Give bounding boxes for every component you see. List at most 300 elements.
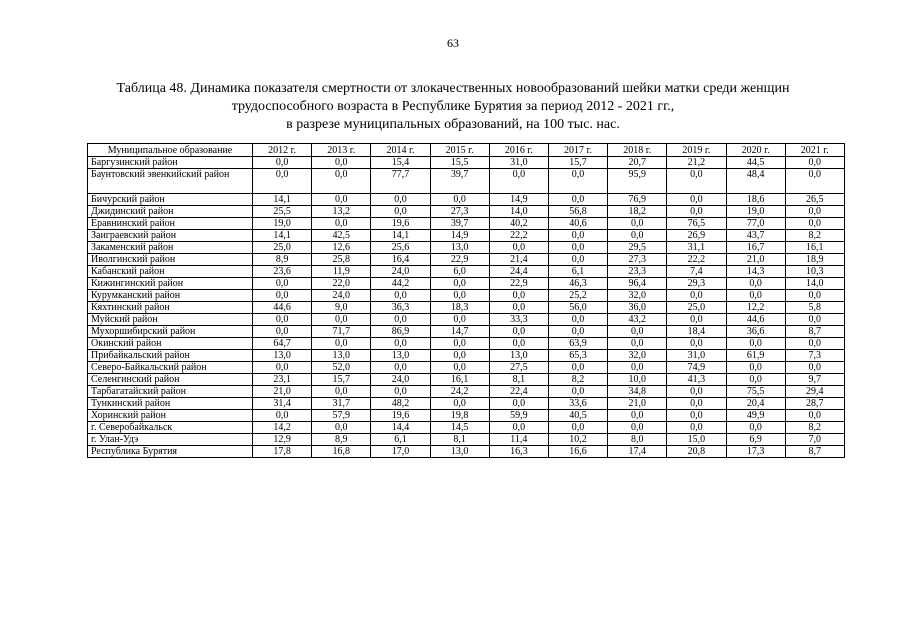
rate-cell: 0,0 — [667, 410, 726, 422]
table-row — [88, 350, 845, 362]
rate-cell: 52,0 — [312, 362, 371, 374]
rate-cell: 24,0 — [371, 266, 430, 278]
rate-cell: 44,5 — [726, 157, 785, 169]
rate-cell: 40,2 — [489, 218, 548, 230]
rate-cell: 0,0 — [430, 194, 489, 206]
rate-cell: 32,0 — [608, 290, 667, 302]
rate-cell: 16,1 — [430, 374, 489, 386]
rate-cell: 0,0 — [785, 338, 844, 350]
table-row — [88, 230, 845, 242]
rate-cell: 48,4 — [726, 169, 785, 194]
rate-cell: 0,0 — [371, 386, 430, 398]
rate-cell: 19,8 — [430, 410, 489, 422]
municipality-name: Иволгинский район — [88, 254, 253, 266]
rate-cell: 6,1 — [371, 434, 430, 446]
municipality-name: Тункинский район — [88, 398, 253, 410]
rate-cell: 59,9 — [489, 410, 548, 422]
rate-cell: 0,0 — [253, 290, 312, 302]
rate-cell: 8,1 — [489, 374, 548, 386]
caption-line-3: в разрезе муниципальных образований, на 100 тыс. нас. — [286, 117, 620, 132]
rate-cell: 24,4 — [489, 266, 548, 278]
rate-cell: 14,1 — [253, 230, 312, 242]
rate-cell: 23,1 — [253, 374, 312, 386]
rate-cell: 33,6 — [548, 398, 607, 410]
rate-cell: 15,0 — [667, 434, 726, 446]
table-row — [88, 194, 845, 206]
municipality-name: Северо-Байкальский район — [88, 362, 253, 374]
rate-cell: 16,4 — [371, 254, 430, 266]
rate-cell: 25,5 — [253, 206, 312, 218]
rate-cell: 19,0 — [726, 206, 785, 218]
rate-cell: 9,7 — [785, 374, 844, 386]
rate-cell: 0,0 — [253, 278, 312, 290]
rate-cell: 0,0 — [430, 278, 489, 290]
rate-cell: 17,8 — [253, 446, 312, 458]
rate-cell: 7,3 — [785, 350, 844, 362]
header-year: 2016 г. — [489, 144, 548, 157]
municipality-name: Республика Бурятия — [88, 446, 253, 458]
rate-cell: 41,3 — [667, 374, 726, 386]
rate-cell: 23,3 — [608, 266, 667, 278]
rate-cell: 0,0 — [548, 362, 607, 374]
rate-cell: 20,4 — [726, 398, 785, 410]
municipality-name: Закаменский район — [88, 242, 253, 254]
rate-cell: 43,7 — [726, 230, 785, 242]
rate-cell: 13,0 — [430, 242, 489, 254]
municipality-name: Кижингинский район — [88, 278, 253, 290]
rate-cell: 6,9 — [726, 434, 785, 446]
table-row — [88, 157, 845, 169]
rate-cell: 22,4 — [489, 386, 548, 398]
rate-cell: 44,6 — [726, 314, 785, 326]
rate-cell: 33,3 — [489, 314, 548, 326]
rate-cell: 63,9 — [548, 338, 607, 350]
rate-cell: 15,5 — [430, 157, 489, 169]
rate-cell: 0,0 — [312, 218, 371, 230]
table-row — [88, 386, 845, 398]
table-row — [88, 218, 845, 230]
rate-cell: 0,0 — [489, 326, 548, 338]
table-row — [88, 362, 845, 374]
rate-cell: 0,0 — [667, 206, 726, 218]
rate-cell: 0,0 — [608, 230, 667, 242]
rate-cell: 8,9 — [312, 434, 371, 446]
municipality-name: Еравнинский район — [88, 218, 253, 230]
rate-cell: 25,6 — [371, 242, 430, 254]
municipality-name: Окинский район — [88, 338, 253, 350]
rate-cell: 16,1 — [785, 242, 844, 254]
rate-cell: 29,3 — [667, 278, 726, 290]
rate-cell: 13,0 — [312, 350, 371, 362]
rate-cell: 0,0 — [489, 169, 548, 194]
rate-cell: 36,3 — [371, 302, 430, 314]
rate-cell: 0,0 — [548, 422, 607, 434]
rate-cell: 0,0 — [312, 422, 371, 434]
rate-cell: 74,9 — [667, 362, 726, 374]
table-row — [88, 278, 845, 290]
rate-cell: 56,0 — [548, 302, 607, 314]
municipality-name: Курумканский район — [88, 290, 253, 302]
rate-cell: 18,9 — [785, 254, 844, 266]
rate-cell: 12,2 — [726, 302, 785, 314]
rate-cell: 0,0 — [726, 362, 785, 374]
rate-cell: 24,0 — [312, 290, 371, 302]
rate-cell: 21,2 — [667, 157, 726, 169]
municipality-name: Заиграевский район — [88, 230, 253, 242]
rate-cell: 0,0 — [785, 362, 844, 374]
rate-cell: 16,3 — [489, 446, 548, 458]
page-number: 63 — [447, 36, 459, 50]
rate-cell: 15,7 — [312, 374, 371, 386]
rate-cell: 31,4 — [253, 398, 312, 410]
rate-cell: 7,0 — [785, 434, 844, 446]
rate-cell: 14,9 — [489, 194, 548, 206]
rate-cell: 6,0 — [430, 266, 489, 278]
rate-cell: 0,0 — [785, 169, 844, 194]
rate-cell: 8,7 — [785, 326, 844, 338]
rate-cell: 18,6 — [726, 194, 785, 206]
header-year: 2021 г. — [785, 144, 844, 157]
rate-cell: 0,0 — [253, 314, 312, 326]
rate-cell: 32,0 — [608, 350, 667, 362]
rate-cell: 0,0 — [371, 362, 430, 374]
rate-cell: 8,2 — [785, 230, 844, 242]
rate-cell: 95,9 — [608, 169, 667, 194]
table-row — [88, 422, 845, 434]
rate-cell: 76,5 — [667, 218, 726, 230]
rate-cell: 0,0 — [785, 206, 844, 218]
rate-cell: 31,0 — [489, 157, 548, 169]
municipality-name: г. Северобайкальск — [88, 422, 253, 434]
rate-cell: 28,7 — [785, 398, 844, 410]
rate-cell: 0,0 — [726, 338, 785, 350]
rate-cell: 0,0 — [312, 169, 371, 194]
table-row — [88, 434, 845, 446]
municipality-name: Тарбагатайский район — [88, 386, 253, 398]
rate-cell: 22,9 — [430, 254, 489, 266]
rate-cell: 14,2 — [253, 422, 312, 434]
rate-cell: 25,0 — [667, 302, 726, 314]
rate-cell: 0,0 — [489, 290, 548, 302]
rate-cell: 0,0 — [667, 290, 726, 302]
rate-cell: 23,6 — [253, 266, 312, 278]
header-year: 2017 г. — [548, 144, 607, 157]
rate-cell: 0,0 — [608, 338, 667, 350]
rate-cell: 0,0 — [785, 218, 844, 230]
rate-cell: 0,0 — [371, 206, 430, 218]
rate-cell: 22,2 — [489, 230, 548, 242]
rate-cell: 8,1 — [430, 434, 489, 446]
municipality-name: Баргузинский район — [88, 157, 253, 169]
rate-cell: 13,0 — [371, 350, 430, 362]
rate-cell: 56,8 — [548, 206, 607, 218]
rate-cell: 14,0 — [785, 278, 844, 290]
rate-cell: 76,9 — [608, 194, 667, 206]
rate-cell: 31,1 — [667, 242, 726, 254]
rate-cell: 75,5 — [726, 386, 785, 398]
rate-cell: 0,0 — [667, 398, 726, 410]
rate-cell: 0,0 — [667, 169, 726, 194]
municipality-name: Селенгинский район — [88, 374, 253, 386]
rate-cell: 0,0 — [548, 169, 607, 194]
rate-cell: 19,0 — [253, 218, 312, 230]
rate-cell: 0,0 — [312, 338, 371, 350]
table-row — [88, 338, 845, 350]
rate-cell: 0,0 — [253, 326, 312, 338]
rate-cell: 14,1 — [253, 194, 312, 206]
rate-cell: 0,0 — [726, 374, 785, 386]
rate-cell: 64,7 — [253, 338, 312, 350]
rate-cell: 18,2 — [608, 206, 667, 218]
rate-cell: 0,0 — [430, 338, 489, 350]
table-row — [88, 374, 845, 386]
rate-cell: 36,6 — [726, 326, 785, 338]
rate-cell: 8,2 — [785, 422, 844, 434]
rate-cell: 24,0 — [371, 374, 430, 386]
rate-cell: 42,5 — [312, 230, 371, 242]
rate-cell: 0,0 — [608, 410, 667, 422]
header-year: 2012 г. — [253, 144, 312, 157]
rate-cell: 0,0 — [312, 386, 371, 398]
rate-cell: 0,0 — [548, 194, 607, 206]
rate-cell: 0,0 — [667, 194, 726, 206]
rate-cell: 0,0 — [312, 157, 371, 169]
table-row — [88, 254, 845, 266]
municipality-name: Мухоршибирский район — [88, 326, 253, 338]
rate-cell: 48,2 — [371, 398, 430, 410]
rate-cell: 24,2 — [430, 386, 489, 398]
rate-cell: 22,9 — [489, 278, 548, 290]
rate-cell: 0,0 — [430, 314, 489, 326]
rate-cell: 0,0 — [253, 362, 312, 374]
rate-cell: 8,7 — [785, 446, 844, 458]
header-year: 2015 г. — [430, 144, 489, 157]
header-year: 2014 г. — [371, 144, 430, 157]
rate-cell: 40,5 — [548, 410, 607, 422]
rate-cell: 19,6 — [371, 410, 430, 422]
rate-cell: 0,0 — [489, 422, 548, 434]
rate-cell: 0,0 — [371, 194, 430, 206]
rate-cell: 27,3 — [430, 206, 489, 218]
rate-cell: 13,2 — [312, 206, 371, 218]
rate-cell: 10,2 — [548, 434, 607, 446]
rate-cell: 22,2 — [667, 254, 726, 266]
rate-cell: 27,5 — [489, 362, 548, 374]
rate-cell: 44,2 — [371, 278, 430, 290]
rate-cell: 0,0 — [785, 410, 844, 422]
municipality-name: Джидинский район — [88, 206, 253, 218]
rate-cell: 57,9 — [312, 410, 371, 422]
rate-cell: 0,0 — [726, 290, 785, 302]
rate-cell: 14,1 — [371, 230, 430, 242]
rate-cell: 19,6 — [371, 218, 430, 230]
rate-cell: 14,5 — [430, 422, 489, 434]
rate-cell: 0,0 — [489, 338, 548, 350]
rate-cell: 0,0 — [371, 338, 430, 350]
rate-cell: 8,2 — [548, 374, 607, 386]
rate-cell: 10,3 — [785, 266, 844, 278]
rate-cell: 31,0 — [667, 350, 726, 362]
rate-cell: 16,7 — [726, 242, 785, 254]
rate-cell: 0,0 — [489, 302, 548, 314]
rate-cell: 18,4 — [667, 326, 726, 338]
municipality-name: Прибайкальский район — [88, 350, 253, 362]
mortality-table — [87, 143, 845, 458]
rate-cell: 0,0 — [548, 314, 607, 326]
rate-cell: 31,7 — [312, 398, 371, 410]
municipality-name: г. Улан-Удэ — [88, 434, 253, 446]
rate-cell: 21,0 — [608, 398, 667, 410]
rate-cell: 21,0 — [726, 254, 785, 266]
table-row — [88, 314, 845, 326]
rate-cell: 5,8 — [785, 302, 844, 314]
caption-line-1: Таблица 48. Динамика показателя смертности от злокачественных новообразований шейки матки среди женщин — [116, 81, 790, 96]
rate-cell: 0,0 — [548, 242, 607, 254]
municipality-name: Кяхтинский район — [88, 302, 253, 314]
rate-cell: 25,8 — [312, 254, 371, 266]
table-row — [88, 242, 845, 254]
table-row — [88, 266, 845, 278]
rate-cell: 12,6 — [312, 242, 371, 254]
table-row — [88, 169, 845, 194]
rate-cell: 39,7 — [430, 218, 489, 230]
rate-cell: 77,7 — [371, 169, 430, 194]
rate-cell: 8,9 — [253, 254, 312, 266]
rate-cell: 39,7 — [430, 169, 489, 194]
rate-cell: 0,0 — [726, 278, 785, 290]
rate-cell: 0,0 — [548, 254, 607, 266]
rate-cell: 6,1 — [548, 266, 607, 278]
rate-cell: 0,0 — [253, 157, 312, 169]
rate-cell: 14,3 — [726, 266, 785, 278]
rate-cell: 20,7 — [608, 157, 667, 169]
rate-cell: 0,0 — [608, 218, 667, 230]
rate-cell: 0,0 — [253, 169, 312, 194]
rate-cell: 16,6 — [548, 446, 607, 458]
rate-cell: 14,0 — [489, 206, 548, 218]
rate-cell: 0,0 — [548, 326, 607, 338]
table-caption — [80, 80, 826, 134]
rate-cell: 0,0 — [371, 314, 430, 326]
rate-cell: 0,0 — [785, 314, 844, 326]
rate-cell: 96,4 — [608, 278, 667, 290]
rate-cell: 86,9 — [371, 326, 430, 338]
rate-cell: 17,4 — [608, 446, 667, 458]
header-year: 2013 г. — [312, 144, 371, 157]
rate-cell: 14,4 — [371, 422, 430, 434]
municipality-name: Бичурский район — [88, 194, 253, 206]
rate-cell: 14,9 — [430, 230, 489, 242]
header-municipality: Муниципальное образование — [88, 144, 253, 157]
rate-cell: 13,0 — [430, 446, 489, 458]
rate-cell: 44,6 — [253, 302, 312, 314]
table-row — [88, 398, 845, 410]
rate-cell: 0,0 — [430, 398, 489, 410]
rate-cell: 0,0 — [371, 290, 430, 302]
caption-line-2: трудоспособного возраста в Республике Бурятия за период 2012 - 2021 гг., — [231, 99, 675, 114]
rate-cell: 0,0 — [430, 362, 489, 374]
rate-cell: 10,0 — [608, 374, 667, 386]
table-row — [88, 206, 845, 218]
rate-cell: 15,4 — [371, 157, 430, 169]
rate-cell: 0,0 — [608, 326, 667, 338]
header-year: 2020 г. — [726, 144, 785, 157]
rate-cell: 71,7 — [312, 326, 371, 338]
rate-cell: 0,0 — [253, 410, 312, 422]
table-body — [88, 157, 845, 458]
rate-cell: 12,9 — [253, 434, 312, 446]
rate-cell: 40,6 — [548, 218, 607, 230]
rate-cell: 0,0 — [430, 350, 489, 362]
rate-cell: 0,0 — [548, 230, 607, 242]
rate-cell: 26,9 — [667, 230, 726, 242]
rate-cell: 20,8 — [667, 446, 726, 458]
rate-cell: 0,0 — [667, 422, 726, 434]
rate-cell: 0,0 — [667, 386, 726, 398]
rate-cell: 9,0 — [312, 302, 371, 314]
rate-cell: 8,0 — [608, 434, 667, 446]
table-row — [88, 446, 845, 458]
rate-cell: 0,0 — [785, 290, 844, 302]
municipality-name: Баунтовский эвенкийский район — [88, 169, 253, 194]
rate-cell: 0,0 — [489, 398, 548, 410]
rate-cell: 77,0 — [726, 218, 785, 230]
municipality-name: Хоринский район — [88, 410, 253, 422]
rate-cell: 13,0 — [253, 350, 312, 362]
table-header-row — [88, 144, 845, 157]
rate-cell: 14,7 — [430, 326, 489, 338]
rate-cell: 11,9 — [312, 266, 371, 278]
rate-cell: 0,0 — [548, 386, 607, 398]
municipality-name: Кабанский район — [88, 266, 253, 278]
rate-cell: 0,0 — [785, 157, 844, 169]
rate-cell: 61,9 — [726, 350, 785, 362]
rate-cell: 26,5 — [785, 194, 844, 206]
table-row — [88, 302, 845, 314]
table-row — [88, 410, 845, 422]
rate-cell: 43,2 — [608, 314, 667, 326]
rate-cell: 17,0 — [371, 446, 430, 458]
rate-cell: 0,0 — [489, 242, 548, 254]
rate-cell: 36,0 — [608, 302, 667, 314]
rate-cell: 17,3 — [726, 446, 785, 458]
rate-cell: 7,4 — [667, 266, 726, 278]
table-row — [88, 326, 845, 338]
rate-cell: 29,4 — [785, 386, 844, 398]
rate-cell: 18,3 — [430, 302, 489, 314]
rate-cell: 0,0 — [430, 290, 489, 302]
rate-cell: 0,0 — [312, 194, 371, 206]
rate-cell: 46,3 — [548, 278, 607, 290]
rate-cell: 29,5 — [608, 242, 667, 254]
rate-cell: 0,0 — [608, 422, 667, 434]
header-year: 2018 г. — [608, 144, 667, 157]
rate-cell: 16,8 — [312, 446, 371, 458]
table-row — [88, 290, 845, 302]
rate-cell: 11,4 — [489, 434, 548, 446]
rate-cell: 21,4 — [489, 254, 548, 266]
rate-cell: 0,0 — [608, 362, 667, 374]
rate-cell: 0,0 — [667, 338, 726, 350]
rate-cell: 0,0 — [726, 422, 785, 434]
rate-cell: 21,0 — [253, 386, 312, 398]
rate-cell: 0,0 — [667, 314, 726, 326]
rate-cell: 0,0 — [312, 314, 371, 326]
rate-cell: 49,9 — [726, 410, 785, 422]
rate-cell: 34,8 — [608, 386, 667, 398]
rate-cell: 65,3 — [548, 350, 607, 362]
rate-cell: 22,0 — [312, 278, 371, 290]
